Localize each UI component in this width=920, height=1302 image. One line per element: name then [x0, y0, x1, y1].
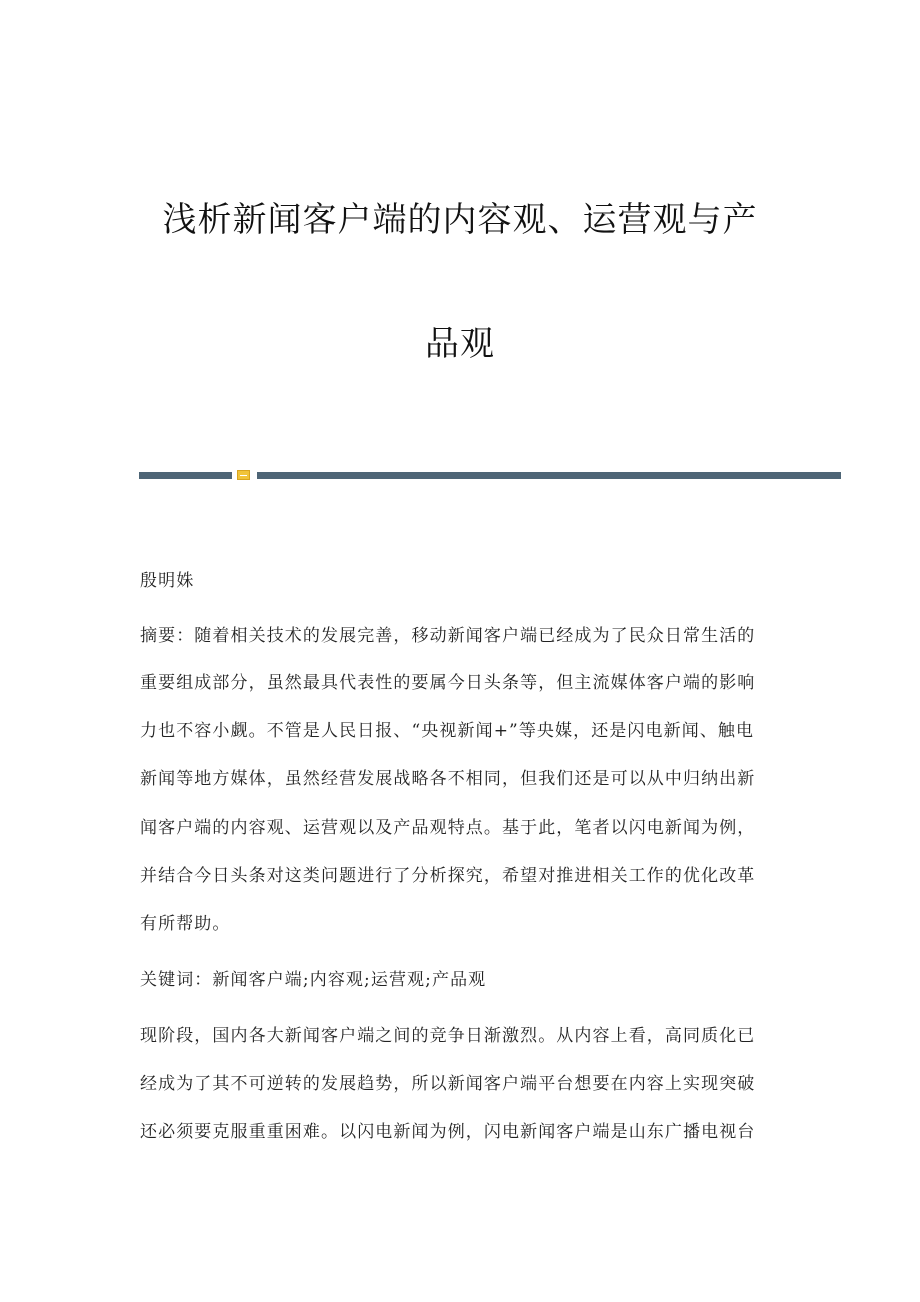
divider-bar-left — [139, 472, 232, 479]
body-paragraph-line: 现阶段，国内各大新闻客户端之间的竞争日渐激烈。从内容上看，高同质化已 — [140, 1026, 756, 1046]
abstract-line: 有所帮助。 — [140, 914, 231, 934]
author-name: 殷明姝 — [140, 571, 195, 591]
title-divider — [139, 470, 841, 480]
abstract-line: 摘要：随着相关技术的发展完善，移动新闻客户端已经成为了民众日常生活的 — [140, 626, 756, 646]
body-paragraph-line: 经成为了其不可逆转的发展趋势，所以新闻客户端平台想要在内容上实现突破 — [140, 1074, 756, 1094]
abstract-line: 力也不容小觑。不管是人民日报、“央视新闻+”等央媒，还是闪电新闻、触电 — [140, 721, 755, 741]
abstract-line: 重要组成部分，虽然最具代表性的要属今日头条等，但主流媒体客户端的影响 — [140, 673, 756, 693]
body-paragraph-line: 还必须要克服重重困难。以闪电新闻为例，闪电新闻客户端是山东广播电视台 — [140, 1122, 756, 1142]
divider-bar-right — [257, 472, 841, 479]
keywords-line: 关键词：新闻客户端;内容观;运营观;产品观 — [140, 970, 487, 990]
envelope-icon — [237, 470, 250, 480]
abstract-line: 新闻等地方媒体，虽然经营发展战略各不相同，但我们还是可以从中归纳出新 — [140, 769, 756, 789]
abstract-line: 闻客户端的内容观、运营观以及产品观特点。基于此，笔者以闪电新闻为例， — [140, 818, 756, 838]
abstract-line: 并结合今日头条对这类问题进行了分析探究，希望对推进相关工作的优化改革 — [140, 866, 756, 886]
document-title-line-1: 浅析新闻客户端的内容观、运营观与产 — [162, 200, 758, 240]
document-title-line-2: 品观 — [425, 324, 495, 364]
